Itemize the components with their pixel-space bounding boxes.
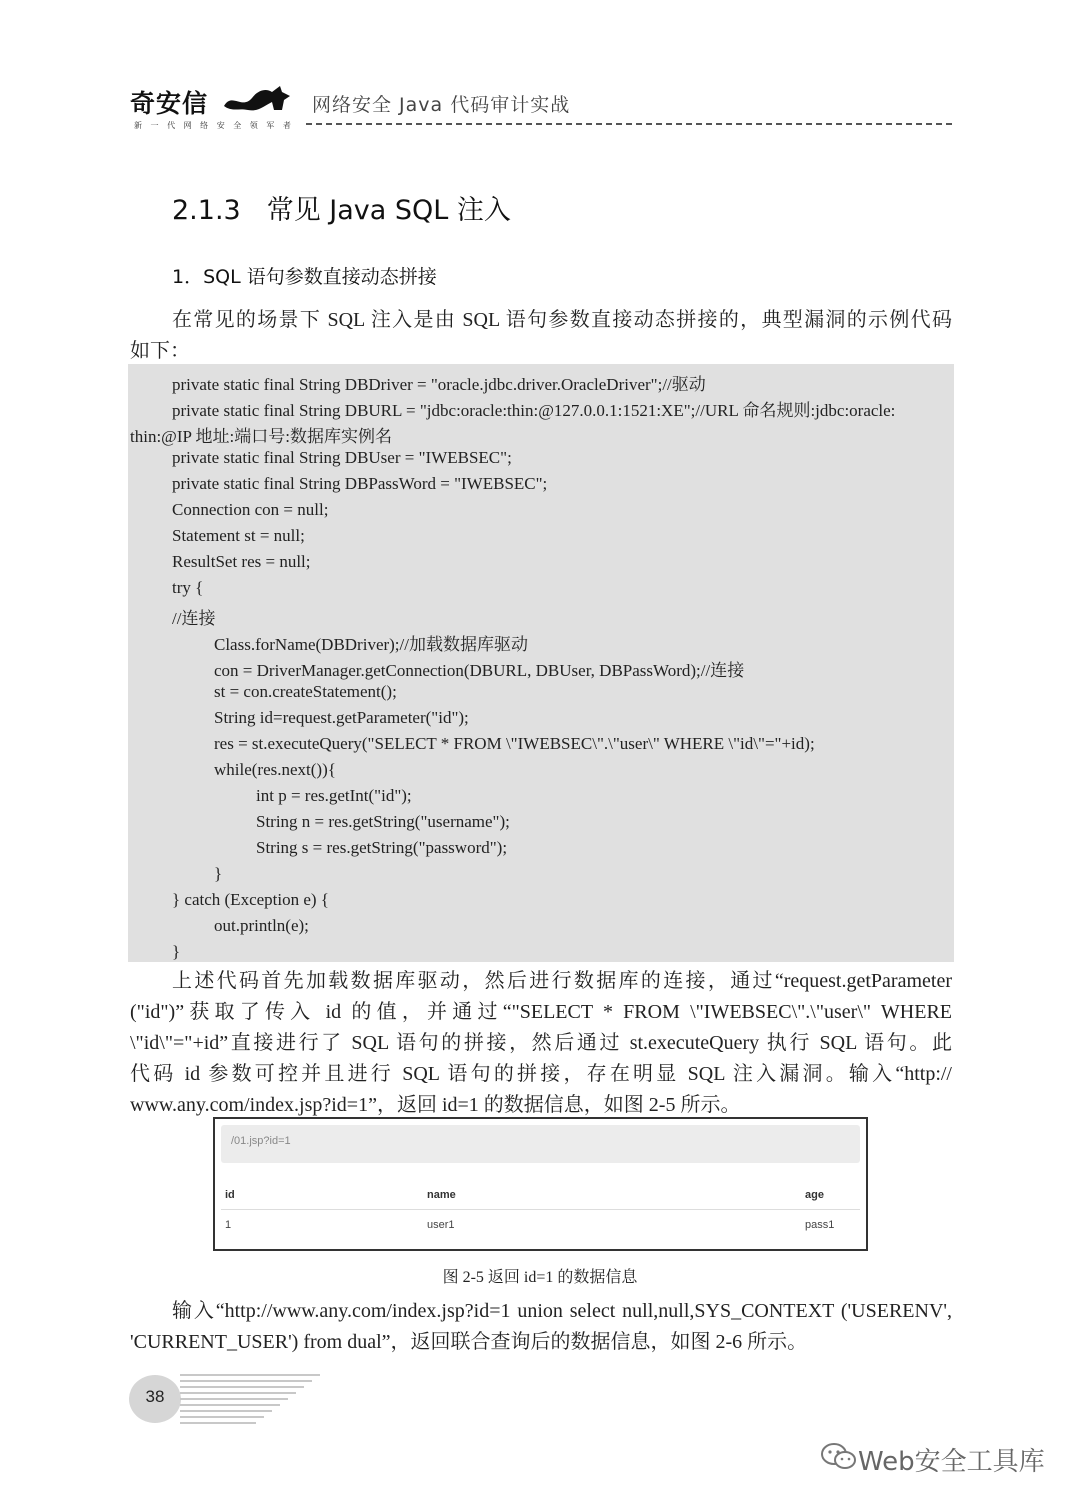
page-number: 38 <box>145 1387 165 1406</box>
code-line: try { <box>172 578 204 597</box>
table-divider <box>221 1209 860 1210</box>
code-line: out.println(e); <box>214 916 309 935</box>
wechat-icon <box>820 1441 858 1473</box>
intro-paragraph <box>130 305 952 367</box>
closing-line: 输入“http://www.any.com/index.jsp?id=1 union select null,null,SYS_CONTEXT ('USERENV', <box>172 1300 952 1322</box>
table-header-age: age <box>805 1189 824 1201</box>
code-line: } <box>172 942 181 961</box>
code-line: //连接 <box>172 609 216 628</box>
table-cell: 1 <box>225 1219 232 1231</box>
logo-text: 奇安信 <box>130 89 209 118</box>
explanation-line: \"id\"="+id”直接进行了 SQL 语句的拼接，然后通过 st.executeQuery 执行 SQL 语句。此 <box>130 1032 952 1054</box>
subsection-heading: 1．SQL 语句参数直接动态拼接 <box>172 266 437 288</box>
figure-caption: 图 2-5 返回 id=1 的数据信息 <box>442 1269 638 1286</box>
closing-paragraph <box>130 1296 952 1358</box>
explanation-line: www.any.com/index.jsp?id=1”，返回 id=1 的数据信息，如图 2-5 所示。 <box>130 1094 741 1116</box>
section-number: 2.1.3 <box>172 195 241 226</box>
code-line: String s = res.getString("password"); <box>256 838 508 857</box>
page-header <box>130 80 952 132</box>
code-line: con = DriverManager.getConnection(DBURL, DBUser, DBPassWord);//连接 <box>214 661 745 680</box>
code-line: while(res.next()){ <box>214 760 336 779</box>
code-line: private static final String DBPassWord = "IWEBSEC"; <box>172 474 548 493</box>
header-divider <box>306 123 952 125</box>
watermark <box>820 1437 1060 1479</box>
explanation-line: 代码 id 参数可控并且进行 SQL 语句的拼接，存在明显 SQL 注入漏洞。输入“http:// <box>130 1063 952 1085</box>
explanation-paragraph <box>130 966 952 1121</box>
code-line: Statement st = null; <box>172 526 305 545</box>
code-line: String n = res.getString("username"); <box>256 812 510 831</box>
table-cell: user1 <box>427 1219 455 1231</box>
section-title: 常见 Java SQL 注入 <box>266 195 511 226</box>
code-line: Class.forName(DBDriver);//加载数据库驱动 <box>214 635 528 654</box>
figure-screenshot <box>213 1117 868 1251</box>
section-heading <box>172 188 511 227</box>
table-header-name: name <box>427 1189 456 1201</box>
code-line: private static final String DBURL = "jdbc:oracle:thin:@127.0.0.1:1521:XE";//URL 命名规则:jdbc:oracle: <box>172 401 896 420</box>
intro-line: 在常见的场景下 SQL 注入是由 SQL 语句参数直接动态拼接的，典型漏洞的示例代码 <box>172 309 952 331</box>
watermark-text: Web安全工具库 <box>858 1447 1045 1477</box>
code-line: res = st.executeQuery("SELECT * FROM \"IWEBSEC\".\"user\" WHERE \"id\"="+id); <box>214 734 815 753</box>
code-line: ResultSet res = null; <box>172 552 311 571</box>
table-cell: pass1 <box>805 1219 835 1231</box>
decorative-stripes <box>180 1372 320 1426</box>
page-number-badge <box>129 1375 181 1423</box>
explanation-line: ("id")”获取了传入 id 的值，并通过“"SELECT * FROM \"IWEBSEC\".\"user\" WHERE <box>130 1001 952 1023</box>
code-line: int p = res.getInt("id"); <box>256 786 412 805</box>
code-line: String id=request.getParameter("id"); <box>214 708 469 727</box>
code-line: private static final String DBUser = "IWEBSEC"; <box>172 448 512 467</box>
explanation-line: 上述代码首先加载数据库驱动，然后进行数据库的连接，通过“request.getParameter <box>172 970 952 992</box>
url-bar: /01.jsp?id=1 <box>221 1125 860 1163</box>
code-line: private static final String DBDriver = "oracle.jdbc.driver.OracleDriver";//驱动 <box>172 375 706 394</box>
book-title: 网络安全 Java 代码审计实战 <box>312 94 571 116</box>
code-line: thin:@IP 地址:端口号:数据库实例名 <box>130 427 393 446</box>
code-line: } <box>214 864 223 883</box>
publisher-logo <box>130 84 294 130</box>
code-line: } catch (Exception e) { <box>172 890 329 909</box>
intro-line: 如下： <box>130 340 190 362</box>
code-block <box>128 364 954 962</box>
code-line: st = con.createStatement(); <box>214 682 397 701</box>
horse-logo-icon <box>222 84 292 114</box>
code-line: Connection con = null; <box>172 500 329 519</box>
closing-line: 'CURRENT_USER') from dual”，返回联合查询后的数据信息，如图 2-6 所示。 <box>130 1331 808 1353</box>
logo-slogan: 新 一 代 网 络 安 全 领 军 者 <box>134 121 294 130</box>
table-header-id: id <box>225 1189 235 1201</box>
